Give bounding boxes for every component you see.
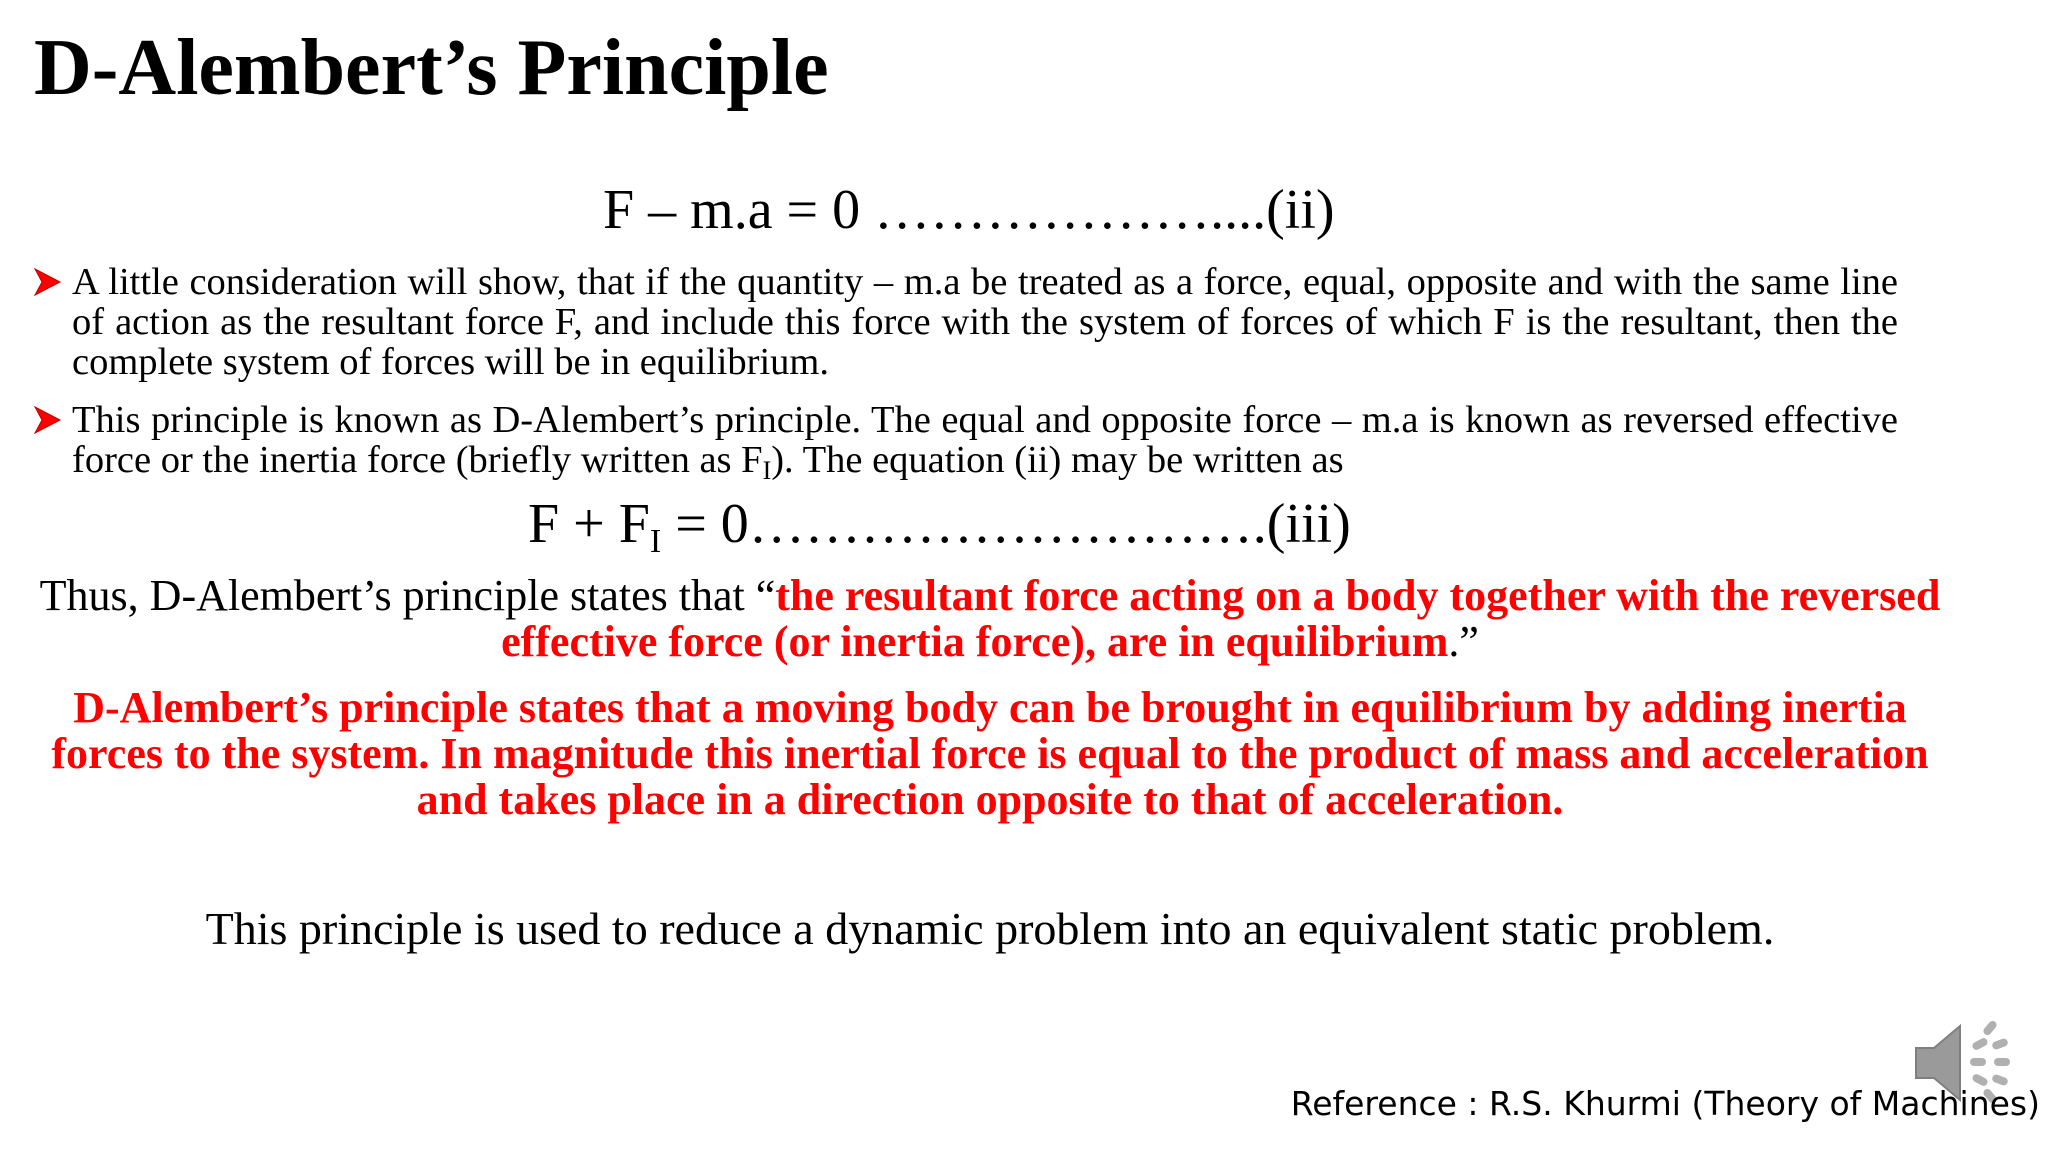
bullet-point-2 [72,399,1898,485]
statement-highlight: the resultant force acting on a body together with the reversed effective force (or inertia force), are in equilibrium [501,571,1941,666]
principle-definition: D-Alembert’s principle states that a moving body can be brought in equilibrium by adding inertia forces to the system. In magnitude this inertial force is equal to the product of mass and acceleration and takes place in a direction opposite to that of acceleration. [51,683,1929,824]
slide-title: D-Alembert’s Principle [34,24,829,112]
equation-iii [528,493,1351,560]
principle-usage: This principle is used to reduce a dynamic problem into an equivalent static problem. [205,903,1775,954]
arrow-bullet-icon [32,405,62,435]
equation-ii: F – m.a = 0 ………………....(ii) [603,179,1335,241]
statement-suffix: .” [1448,617,1479,666]
reference-citation: Reference : R.S. Khurmi (Theory of Machines) [1290,1084,2040,1123]
equation-iii-rhs: = 0……………………….(iii) [661,493,1351,555]
bullet-point-1 [72,262,1898,382]
bullet-1-text: A little consideration will show, that if the quantity – m.a be treated as a force, equal, opposite and with the same line of action as the resultant force F, and include this force with the system of forces of which F is the resultant, then the complete system of forces will be in equilibrium. [72,261,1898,383]
statement-prefix: Thus, D-Alembert’s principle states that “ [39,571,776,620]
equation-iii-subscript: I [649,523,662,560]
equation-iii-lhs: F + F [528,493,650,555]
bullet-2-text-end: ). The equation (ii) may be written as [771,439,1344,481]
principle-statement [30,573,1950,665]
arrow-bullet-icon [32,267,62,297]
inertia-subscript: I [762,456,772,485]
bullet-2-text: This principle is known as D-Alembert’s principle. The equal and opposite force – m.a is known as reversed effective force or the inertia force (briefly written as F [72,399,1898,481]
